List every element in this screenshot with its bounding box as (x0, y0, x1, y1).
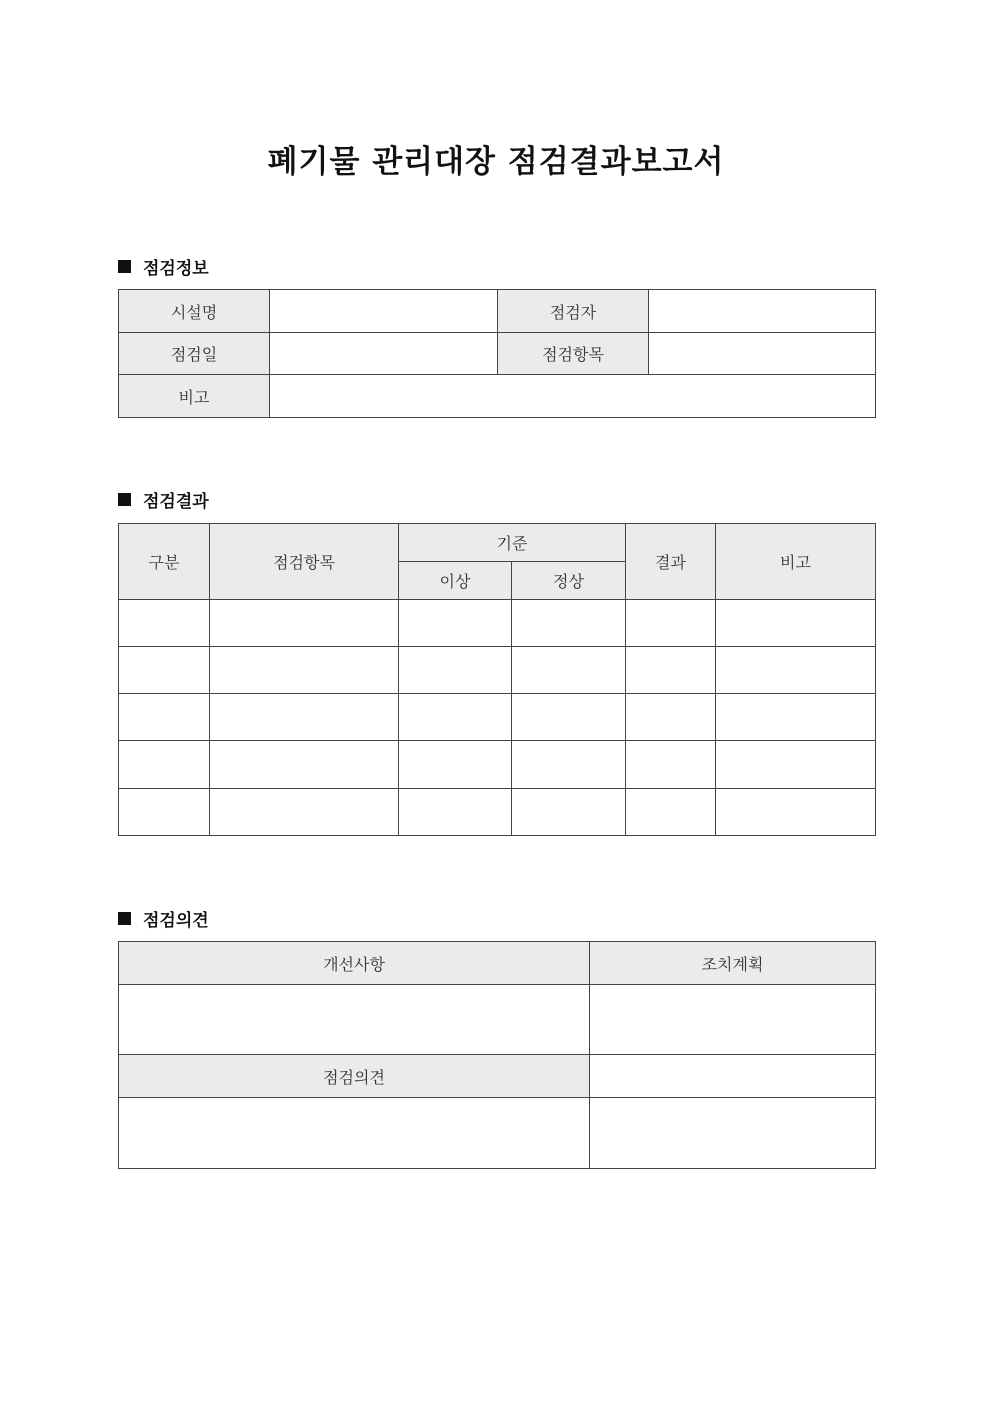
table-cell[interactable] (210, 694, 399, 741)
table-cell[interactable] (399, 600, 512, 647)
table-cell[interactable] (210, 647, 399, 694)
page-title: 폐기물 관리대장 점검결과보고서 (267, 144, 725, 180)
table-row (119, 647, 876, 694)
table-cell[interactable] (210, 600, 399, 647)
header-normal: 정상 (512, 562, 626, 600)
table-cell[interactable] (626, 600, 716, 647)
results-table (118, 523, 876, 836)
table-cell[interactable] (716, 694, 876, 741)
table-cell[interactable] (626, 694, 716, 741)
table-row (119, 600, 876, 647)
section-heading-opinion (118, 906, 209, 931)
facility-field[interactable] (270, 290, 498, 333)
section-heading-label: 점검의견 (143, 911, 209, 931)
section-heading-label: 점검결과 (143, 492, 209, 512)
improvements-field[interactable] (119, 985, 590, 1055)
action-plan-field[interactable] (590, 985, 876, 1055)
table-row (119, 789, 876, 836)
action-plan-label: 조치계획 (590, 942, 876, 985)
table-cell[interactable] (119, 647, 210, 694)
header-abnormal: 이상 (399, 562, 512, 600)
table-cell[interactable] (512, 789, 626, 836)
opinion-label: 점검의견 (119, 1055, 590, 1098)
table-cell[interactable] (399, 647, 512, 694)
table-cell[interactable] (119, 694, 210, 741)
header-result: 결과 (626, 524, 716, 600)
table-cell[interactable] (716, 789, 876, 836)
opinion-side-field[interactable] (590, 1055, 876, 1098)
inspector-field[interactable] (649, 290, 876, 333)
table-cell[interactable] (210, 789, 399, 836)
date-label: 점검일 (119, 333, 270, 375)
section-heading-label: 점검정보 (143, 259, 209, 279)
header-item: 점검항목 (210, 524, 399, 600)
table-cell[interactable] (626, 789, 716, 836)
header-standard: 기준 (399, 524, 626, 562)
table-cell[interactable] (512, 647, 626, 694)
square-bullet-icon (118, 493, 131, 506)
table-cell[interactable] (512, 694, 626, 741)
table-cell[interactable] (512, 741, 626, 789)
opinion-table (118, 941, 876, 1169)
table-cell[interactable] (716, 600, 876, 647)
header-remarks: 비고 (716, 524, 876, 600)
header-category: 구분 (119, 524, 210, 600)
table-cell[interactable] (119, 789, 210, 836)
facility-label: 시설명 (119, 290, 270, 333)
table-cell[interactable] (399, 694, 512, 741)
section-heading-info (118, 254, 209, 279)
table-cell[interactable] (210, 741, 399, 789)
table-cell[interactable] (512, 600, 626, 647)
improvements-label: 개선사항 (119, 942, 590, 985)
item-field[interactable] (649, 333, 876, 375)
table-row (119, 694, 876, 741)
date-field[interactable] (270, 333, 498, 375)
square-bullet-icon (118, 260, 131, 273)
info-table (118, 289, 876, 418)
table-row (119, 741, 876, 789)
table-cell[interactable] (626, 741, 716, 789)
remarks-label: 비고 (119, 375, 270, 418)
section-heading-results (118, 487, 209, 512)
table-cell[interactable] (119, 600, 210, 647)
opinion-extra-field[interactable] (590, 1098, 876, 1169)
table-cell[interactable] (716, 741, 876, 789)
square-bullet-icon (118, 912, 131, 925)
opinion-field[interactable] (119, 1098, 590, 1169)
table-cell[interactable] (399, 789, 512, 836)
inspector-label: 점검자 (498, 290, 649, 333)
remarks-field[interactable] (270, 375, 876, 418)
table-cell[interactable] (716, 647, 876, 694)
table-cell[interactable] (626, 647, 716, 694)
item-label: 점검항목 (498, 333, 649, 375)
table-cell[interactable] (119, 741, 210, 789)
table-cell[interactable] (399, 741, 512, 789)
